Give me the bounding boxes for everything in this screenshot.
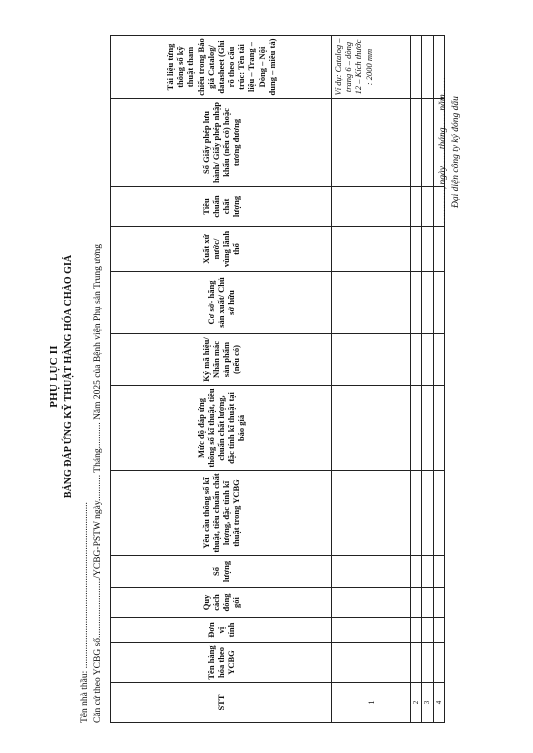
table-header-row — [111, 36, 332, 723]
col-header-quality-standard: Tiêu chuẩn chất lượng — [111, 187, 332, 227]
col-header-unit: Đơn vị tính — [111, 618, 332, 643]
col-header-origin: Xuất xứ nước/ vùng lãnh thổ — [111, 227, 332, 272]
col-header-manufacturer: Cơ sở- hãng sản xuất/ Chủ sở hữu — [111, 272, 332, 334]
row-number: 3 — [422, 683, 433, 723]
col-header-requirements: Yêu cầu thông số kĩ thuật, tiêu chuẩn chất lượng, đặc tính kĩ thuật trong YCBG — [111, 471, 332, 556]
row-number: 4 — [433, 683, 444, 723]
table-row — [332, 36, 411, 723]
col-header-compliance: Mức độ đáp ứng thông số kĩ thuật, tiêu chuẩn chất lượng, đặc tính kĩ thuật tại báo giá — [111, 386, 332, 471]
appendix-subtitle: BẢNG ĐÁP ỨNG KỸ THUẬT HÀNG HÓA CHÀO GIÁ — [63, 254, 74, 499]
sample-reference-note: Ví dụ: Catalog – trang 6 – dòng 12 – Kích thước : 2000 mm — [332, 36, 411, 99]
col-header-quantity: Số lượng — [111, 556, 332, 588]
appendix-title: PHỤ LỤC II — [48, 345, 60, 408]
technical-response-table — [110, 35, 445, 723]
signature-line: Đại diện công ty ký đóng dấu — [451, 96, 461, 208]
date-line: …………, ngày……tháng……năm…… — [438, 77, 448, 223]
row-number: 2 — [411, 683, 422, 723]
table-row — [422, 36, 433, 723]
col-header-model-code: Ký mã hiệu/ Nhãn mác sản phẩm (nếu có) — [111, 334, 332, 386]
col-header-license: Số Giấy phép lưu hành/ Giấy phép nhập khẩu (nếu có) hoặc tương đương — [111, 99, 332, 187]
basis-line: Căn cứ theo YCBG số........................./YCBG-PSTW ngày........... Tháng........... Năm 2025 của Bệnh viện Phụ sản Trung ương — [93, 244, 103, 723]
col-header-goods-name: Tên hàng hóa theo YCBG — [111, 643, 332, 683]
col-header-reference-docs: Tài liệu từng thông số kỹ thuật tham chiếu trong Báo giá Catalog/ datasheet (Ghi rõ theo cấu trúc: Tên tài liệu – Trang – Dòng – Nội dung – miêu tả) — [111, 36, 332, 99]
table-row — [411, 36, 422, 723]
row-number: 1 — [332, 683, 411, 723]
col-header-packing: Quy cách đóng gói — [111, 588, 332, 618]
bidder-name-line: Tên nhà thầu: ...................................................................... — [80, 502, 90, 723]
col-header-stt: STT — [111, 683, 332, 723]
